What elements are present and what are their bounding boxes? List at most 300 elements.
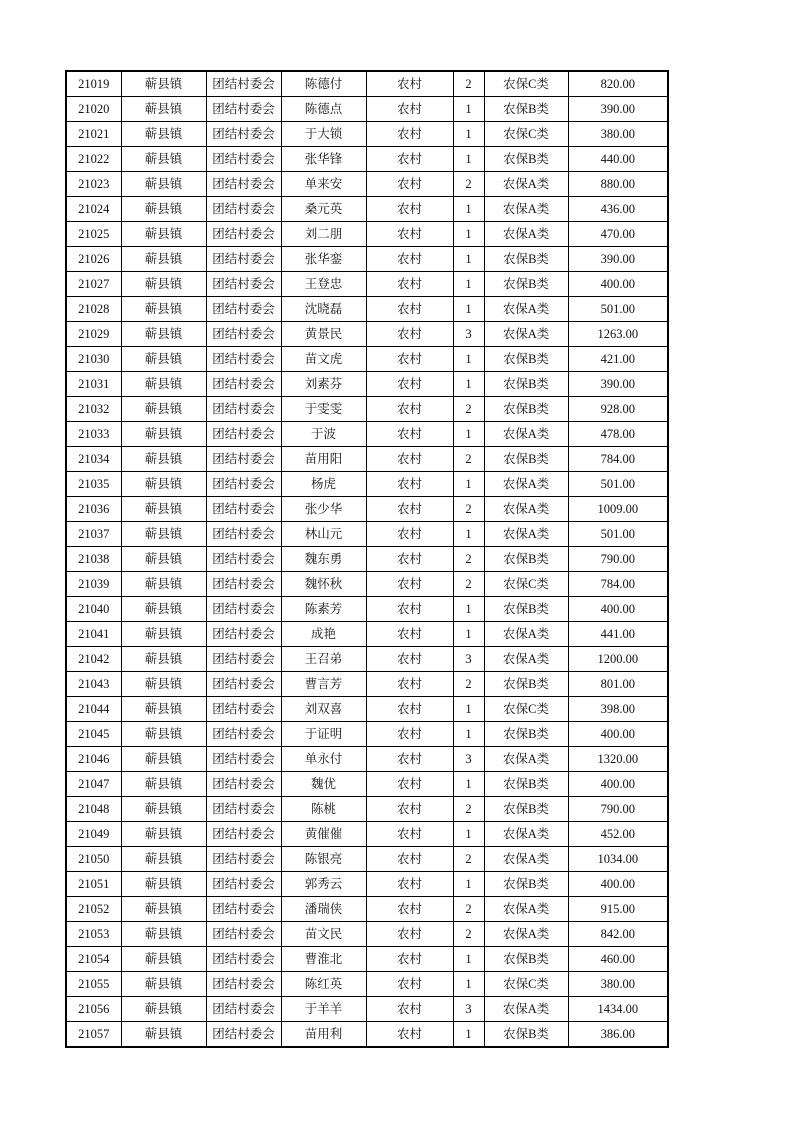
cell-village-committee: 团结村委会 — [206, 147, 281, 172]
table-row — [66, 397, 668, 422]
cell-insurance-class: 农保B类 — [484, 397, 568, 422]
cell-record-id: 21032 — [66, 397, 121, 422]
cell-insurance-class: 农保B类 — [484, 947, 568, 972]
cell-person-name: 王登忠 — [281, 272, 366, 297]
cell-village-committee: 团结村委会 — [206, 447, 281, 472]
cell-town: 蕲县镇 — [121, 372, 206, 397]
cell-record-id: 21050 — [66, 847, 121, 872]
cell-person-count: 2 — [453, 547, 484, 572]
cell-insurance-class: 农保C类 — [484, 972, 568, 997]
cell-amount: 441.00 — [568, 622, 668, 647]
cell-residence-type: 农村 — [366, 547, 453, 572]
table-row — [66, 647, 668, 672]
cell-town: 蕲县镇 — [121, 897, 206, 922]
cell-village-committee: 团结村委会 — [206, 922, 281, 947]
cell-person-count: 1 — [453, 122, 484, 147]
cell-village-committee: 团结村委会 — [206, 272, 281, 297]
cell-amount: 790.00 — [568, 547, 668, 572]
cell-person-count: 2 — [453, 897, 484, 922]
cell-residence-type: 农村 — [366, 972, 453, 997]
cell-village-committee: 团结村委会 — [206, 347, 281, 372]
cell-amount: 400.00 — [568, 722, 668, 747]
cell-person-name: 陈素芳 — [281, 597, 366, 622]
cell-amount: 380.00 — [568, 972, 668, 997]
cell-person-count: 1 — [453, 297, 484, 322]
cell-village-committee: 团结村委会 — [206, 572, 281, 597]
cell-town: 蕲县镇 — [121, 422, 206, 447]
cell-person-count: 1 — [453, 222, 484, 247]
table-row — [66, 122, 668, 147]
cell-person-count: 2 — [453, 497, 484, 522]
table-row — [66, 297, 668, 322]
cell-town: 蕲县镇 — [121, 297, 206, 322]
cell-person-count: 1 — [453, 697, 484, 722]
cell-residence-type: 农村 — [366, 197, 453, 222]
cell-residence-type: 农村 — [366, 422, 453, 447]
cell-village-committee: 团结村委会 — [206, 472, 281, 497]
cell-insurance-class: 农保A类 — [484, 222, 568, 247]
cell-residence-type: 农村 — [366, 997, 453, 1022]
cell-person-name: 于雯雯 — [281, 397, 366, 422]
table-row — [66, 347, 668, 372]
table-row — [66, 222, 668, 247]
cell-town: 蕲县镇 — [121, 497, 206, 522]
cell-town: 蕲县镇 — [121, 347, 206, 372]
cell-village-committee: 团结村委会 — [206, 697, 281, 722]
cell-village-committee: 团结村委会 — [206, 772, 281, 797]
cell-insurance-class: 农保B类 — [484, 347, 568, 372]
cell-person-name: 张华銮 — [281, 247, 366, 272]
cell-town: 蕲县镇 — [121, 847, 206, 872]
cell-village-committee: 团结村委会 — [206, 622, 281, 647]
cell-person-count: 1 — [453, 947, 484, 972]
cell-town: 蕲县镇 — [121, 71, 206, 97]
cell-person-name: 魏东勇 — [281, 547, 366, 572]
table-row — [66, 172, 668, 197]
cell-record-id: 21026 — [66, 247, 121, 272]
cell-record-id: 21042 — [66, 647, 121, 672]
cell-amount: 820.00 — [568, 71, 668, 97]
cell-village-committee: 团结村委会 — [206, 297, 281, 322]
cell-amount: 501.00 — [568, 297, 668, 322]
cell-person-name: 于羊羊 — [281, 997, 366, 1022]
cell-record-id: 21046 — [66, 747, 121, 772]
cell-residence-type: 农村 — [366, 672, 453, 697]
cell-town: 蕲县镇 — [121, 772, 206, 797]
cell-person-name: 沈晓磊 — [281, 297, 366, 322]
pension-roster-table — [65, 70, 669, 1048]
cell-town: 蕲县镇 — [121, 522, 206, 547]
cell-person-name: 陈德点 — [281, 97, 366, 122]
cell-residence-type: 农村 — [366, 272, 453, 297]
cell-amount: 801.00 — [568, 672, 668, 697]
cell-village-committee: 团结村委会 — [206, 672, 281, 697]
cell-insurance-class: 农保A类 — [484, 322, 568, 347]
table-row — [66, 947, 668, 972]
cell-residence-type: 农村 — [366, 922, 453, 947]
table-row — [66, 922, 668, 947]
cell-insurance-class: 农保B类 — [484, 547, 568, 572]
cell-person-name: 张华锋 — [281, 147, 366, 172]
cell-person-count: 1 — [453, 97, 484, 122]
cell-person-count: 1 — [453, 597, 484, 622]
table-row — [66, 197, 668, 222]
cell-residence-type: 农村 — [366, 522, 453, 547]
cell-person-count: 2 — [453, 922, 484, 947]
cell-town: 蕲县镇 — [121, 222, 206, 247]
cell-town: 蕲县镇 — [121, 622, 206, 647]
cell-record-id: 21048 — [66, 797, 121, 822]
cell-insurance-class: 农保A类 — [484, 647, 568, 672]
cell-amount: 880.00 — [568, 172, 668, 197]
cell-residence-type: 农村 — [366, 247, 453, 272]
cell-residence-type: 农村 — [366, 97, 453, 122]
cell-town: 蕲县镇 — [121, 272, 206, 297]
cell-person-name: 成艳 — [281, 622, 366, 647]
cell-person-name: 于波 — [281, 422, 366, 447]
cell-village-committee: 团结村委会 — [206, 497, 281, 522]
cell-record-id: 21037 — [66, 522, 121, 547]
cell-person-count: 2 — [453, 397, 484, 422]
cell-record-id: 21052 — [66, 897, 121, 922]
cell-village-committee: 团结村委会 — [206, 747, 281, 772]
cell-village-committee: 团结村委会 — [206, 847, 281, 872]
cell-village-committee: 团结村委会 — [206, 322, 281, 347]
cell-residence-type: 农村 — [366, 847, 453, 872]
cell-amount: 436.00 — [568, 197, 668, 222]
cell-amount: 400.00 — [568, 772, 668, 797]
cell-record-id: 21019 — [66, 71, 121, 97]
cell-record-id: 21034 — [66, 447, 121, 472]
cell-person-name: 魏优 — [281, 772, 366, 797]
cell-amount: 400.00 — [568, 272, 668, 297]
cell-insurance-class: 农保A类 — [484, 297, 568, 322]
cell-residence-type: 农村 — [366, 71, 453, 97]
cell-town: 蕲县镇 — [121, 97, 206, 122]
cell-person-name: 黄催催 — [281, 822, 366, 847]
cell-town: 蕲县镇 — [121, 147, 206, 172]
cell-person-name: 陈银亮 — [281, 847, 366, 872]
table-row — [66, 697, 668, 722]
cell-insurance-class: 农保B类 — [484, 97, 568, 122]
cell-residence-type: 农村 — [366, 822, 453, 847]
cell-record-id: 21049 — [66, 822, 121, 847]
cell-person-name: 黄景民 — [281, 322, 366, 347]
cell-person-name: 单来安 — [281, 172, 366, 197]
cell-insurance-class: 农保B类 — [484, 597, 568, 622]
cell-residence-type: 农村 — [366, 647, 453, 672]
cell-town: 蕲县镇 — [121, 122, 206, 147]
cell-insurance-class: 农保A类 — [484, 897, 568, 922]
cell-amount: 1200.00 — [568, 647, 668, 672]
table-row — [66, 247, 668, 272]
cell-residence-type: 农村 — [366, 222, 453, 247]
cell-village-committee: 团结村委会 — [206, 1022, 281, 1048]
cell-residence-type: 农村 — [366, 322, 453, 347]
cell-record-id: 21031 — [66, 372, 121, 397]
cell-village-committee: 团结村委会 — [206, 647, 281, 672]
cell-insurance-class: 农保B类 — [484, 722, 568, 747]
cell-town: 蕲县镇 — [121, 597, 206, 622]
table-row — [66, 372, 668, 397]
cell-record-id: 21041 — [66, 622, 121, 647]
cell-person-name: 刘二朋 — [281, 222, 366, 247]
cell-amount: 386.00 — [568, 1022, 668, 1048]
cell-amount: 398.00 — [568, 697, 668, 722]
cell-town: 蕲县镇 — [121, 972, 206, 997]
cell-village-committee: 团结村委会 — [206, 247, 281, 272]
cell-town: 蕲县镇 — [121, 822, 206, 847]
cell-village-committee: 团结村委会 — [206, 122, 281, 147]
cell-village-committee: 团结村委会 — [206, 797, 281, 822]
cell-residence-type: 农村 — [366, 172, 453, 197]
cell-insurance-class: 农保C类 — [484, 697, 568, 722]
cell-village-committee: 团结村委会 — [206, 71, 281, 97]
cell-person-count: 1 — [453, 722, 484, 747]
table-row — [66, 622, 668, 647]
cell-person-name: 曹淮北 — [281, 947, 366, 972]
cell-person-name: 潘瑞侠 — [281, 897, 366, 922]
cell-amount: 452.00 — [568, 822, 668, 847]
cell-person-name: 陈红英 — [281, 972, 366, 997]
cell-record-id: 21028 — [66, 297, 121, 322]
cell-insurance-class: 农保A类 — [484, 622, 568, 647]
cell-town: 蕲县镇 — [121, 197, 206, 222]
cell-town: 蕲县镇 — [121, 247, 206, 272]
cell-person-name: 陈德付 — [281, 71, 366, 97]
cell-record-id: 21023 — [66, 172, 121, 197]
cell-person-name: 于大锁 — [281, 122, 366, 147]
cell-record-id: 21054 — [66, 947, 121, 972]
cell-amount: 1434.00 — [568, 997, 668, 1022]
cell-amount: 390.00 — [568, 247, 668, 272]
cell-residence-type: 农村 — [366, 497, 453, 522]
cell-amount: 501.00 — [568, 522, 668, 547]
cell-record-id: 21030 — [66, 347, 121, 372]
cell-town: 蕲县镇 — [121, 1022, 206, 1048]
cell-insurance-class: 农保A类 — [484, 822, 568, 847]
cell-residence-type: 农村 — [366, 347, 453, 372]
cell-person-count: 1 — [453, 347, 484, 372]
cell-residence-type: 农村 — [366, 697, 453, 722]
cell-record-id: 21039 — [66, 572, 121, 597]
cell-record-id: 21044 — [66, 697, 121, 722]
cell-village-committee: 团结村委会 — [206, 947, 281, 972]
cell-record-id: 21036 — [66, 497, 121, 522]
cell-person-name: 于证明 — [281, 722, 366, 747]
cell-person-name: 刘双喜 — [281, 697, 366, 722]
table-row — [66, 1022, 668, 1048]
cell-village-committee: 团结村委会 — [206, 372, 281, 397]
cell-person-name: 桑元英 — [281, 197, 366, 222]
cell-amount: 784.00 — [568, 447, 668, 472]
table-row — [66, 497, 668, 522]
table-row — [66, 572, 668, 597]
cell-amount: 478.00 — [568, 422, 668, 447]
cell-person-count: 1 — [453, 972, 484, 997]
cell-amount: 784.00 — [568, 572, 668, 597]
cell-residence-type: 农村 — [366, 947, 453, 972]
table-row — [66, 847, 668, 872]
table-row — [66, 71, 668, 97]
cell-residence-type: 农村 — [366, 147, 453, 172]
cell-amount: 470.00 — [568, 222, 668, 247]
cell-insurance-class: 农保B类 — [484, 672, 568, 697]
table-row — [66, 422, 668, 447]
cell-amount: 440.00 — [568, 147, 668, 172]
table-row — [66, 797, 668, 822]
table-row — [66, 872, 668, 897]
cell-amount: 1009.00 — [568, 497, 668, 522]
cell-village-committee: 团结村委会 — [206, 522, 281, 547]
cell-person-count: 1 — [453, 372, 484, 397]
cell-town: 蕲县镇 — [121, 997, 206, 1022]
cell-village-committee: 团结村委会 — [206, 822, 281, 847]
cell-person-count: 1 — [453, 247, 484, 272]
cell-person-count: 1 — [453, 147, 484, 172]
cell-village-committee: 团结村委会 — [206, 547, 281, 572]
cell-person-count: 1 — [453, 522, 484, 547]
cell-insurance-class: 农保C类 — [484, 71, 568, 97]
cell-amount: 380.00 — [568, 122, 668, 147]
cell-village-committee: 团结村委会 — [206, 197, 281, 222]
cell-record-id: 21055 — [66, 972, 121, 997]
cell-insurance-class: 农保B类 — [484, 247, 568, 272]
cell-record-id: 21033 — [66, 422, 121, 447]
cell-village-committee: 团结村委会 — [206, 172, 281, 197]
cell-residence-type: 农村 — [366, 597, 453, 622]
cell-town: 蕲县镇 — [121, 572, 206, 597]
cell-amount: 421.00 — [568, 347, 668, 372]
cell-town: 蕲县镇 — [121, 472, 206, 497]
cell-insurance-class: 农保A类 — [484, 747, 568, 772]
cell-residence-type: 农村 — [366, 297, 453, 322]
table-row — [66, 272, 668, 297]
cell-record-id: 21024 — [66, 197, 121, 222]
table-row — [66, 597, 668, 622]
cell-record-id: 21043 — [66, 672, 121, 697]
cell-record-id: 21053 — [66, 922, 121, 947]
cell-person-name: 林山元 — [281, 522, 366, 547]
cell-record-id: 21047 — [66, 772, 121, 797]
cell-person-name: 苗用阳 — [281, 447, 366, 472]
cell-record-id: 21038 — [66, 547, 121, 572]
cell-record-id: 21027 — [66, 272, 121, 297]
cell-insurance-class: 农保A类 — [484, 472, 568, 497]
cell-residence-type: 农村 — [366, 872, 453, 897]
table-row — [66, 522, 668, 547]
cell-person-count: 1 — [453, 872, 484, 897]
cell-amount: 1034.00 — [568, 847, 668, 872]
table-row — [66, 672, 668, 697]
cell-village-committee: 团结村委会 — [206, 222, 281, 247]
cell-village-committee: 团结村委会 — [206, 972, 281, 997]
cell-village-committee: 团结村委会 — [206, 997, 281, 1022]
cell-town: 蕲县镇 — [121, 447, 206, 472]
cell-person-count: 1 — [453, 1022, 484, 1048]
cell-insurance-class: 农保B类 — [484, 147, 568, 172]
cell-person-count: 3 — [453, 747, 484, 772]
cell-amount: 790.00 — [568, 797, 668, 822]
cell-record-id: 21057 — [66, 1022, 121, 1048]
cell-person-name: 王召弟 — [281, 647, 366, 672]
cell-village-committee: 团结村委会 — [206, 872, 281, 897]
cell-person-count: 1 — [453, 422, 484, 447]
cell-person-name: 苗文虎 — [281, 347, 366, 372]
cell-person-count: 2 — [453, 847, 484, 872]
table-row — [66, 722, 668, 747]
cell-residence-type: 农村 — [366, 622, 453, 647]
cell-residence-type: 农村 — [366, 572, 453, 597]
table-row — [66, 747, 668, 772]
cell-amount: 842.00 — [568, 922, 668, 947]
cell-town: 蕲县镇 — [121, 647, 206, 672]
cell-record-id: 21025 — [66, 222, 121, 247]
cell-residence-type: 农村 — [366, 1022, 453, 1048]
cell-town: 蕲县镇 — [121, 172, 206, 197]
cell-town: 蕲县镇 — [121, 722, 206, 747]
cell-insurance-class: 农保B类 — [484, 872, 568, 897]
cell-village-committee: 团结村委会 — [206, 597, 281, 622]
cell-person-name: 杨虎 — [281, 472, 366, 497]
cell-insurance-class: 农保A类 — [484, 172, 568, 197]
table-row — [66, 97, 668, 122]
cell-residence-type: 农村 — [366, 747, 453, 772]
cell-residence-type: 农村 — [366, 897, 453, 922]
table-row — [66, 547, 668, 572]
cell-amount: 390.00 — [568, 97, 668, 122]
cell-person-name: 单永付 — [281, 747, 366, 772]
table-row — [66, 772, 668, 797]
cell-town: 蕲县镇 — [121, 947, 206, 972]
cell-record-id: 21021 — [66, 122, 121, 147]
cell-residence-type: 农村 — [366, 372, 453, 397]
table-row — [66, 972, 668, 997]
cell-person-count: 1 — [453, 622, 484, 647]
cell-town: 蕲县镇 — [121, 697, 206, 722]
cell-person-count: 1 — [453, 197, 484, 222]
cell-village-committee: 团结村委会 — [206, 897, 281, 922]
cell-person-count: 1 — [453, 772, 484, 797]
cell-amount: 400.00 — [568, 872, 668, 897]
table-row — [66, 447, 668, 472]
cell-insurance-class: 农保A类 — [484, 922, 568, 947]
table-row — [66, 322, 668, 347]
cell-record-id: 21022 — [66, 147, 121, 172]
cell-insurance-class: 农保A类 — [484, 422, 568, 447]
cell-person-count: 2 — [453, 672, 484, 697]
cell-residence-type: 农村 — [366, 447, 453, 472]
cell-amount: 915.00 — [568, 897, 668, 922]
cell-person-count: 3 — [453, 322, 484, 347]
cell-person-count: 2 — [453, 572, 484, 597]
cell-person-name: 苗文民 — [281, 922, 366, 947]
cell-record-id: 21029 — [66, 322, 121, 347]
cell-insurance-class: 农保A类 — [484, 497, 568, 522]
cell-village-committee: 团结村委会 — [206, 422, 281, 447]
cell-village-committee: 团结村委会 — [206, 97, 281, 122]
cell-person-name: 张少华 — [281, 497, 366, 522]
cell-person-count: 2 — [453, 172, 484, 197]
cell-person-count: 2 — [453, 797, 484, 822]
cell-amount: 390.00 — [568, 372, 668, 397]
table-row — [66, 822, 668, 847]
cell-record-id: 21035 — [66, 472, 121, 497]
table-row — [66, 147, 668, 172]
cell-amount: 400.00 — [568, 597, 668, 622]
cell-town: 蕲县镇 — [121, 547, 206, 572]
cell-record-id: 21020 — [66, 97, 121, 122]
